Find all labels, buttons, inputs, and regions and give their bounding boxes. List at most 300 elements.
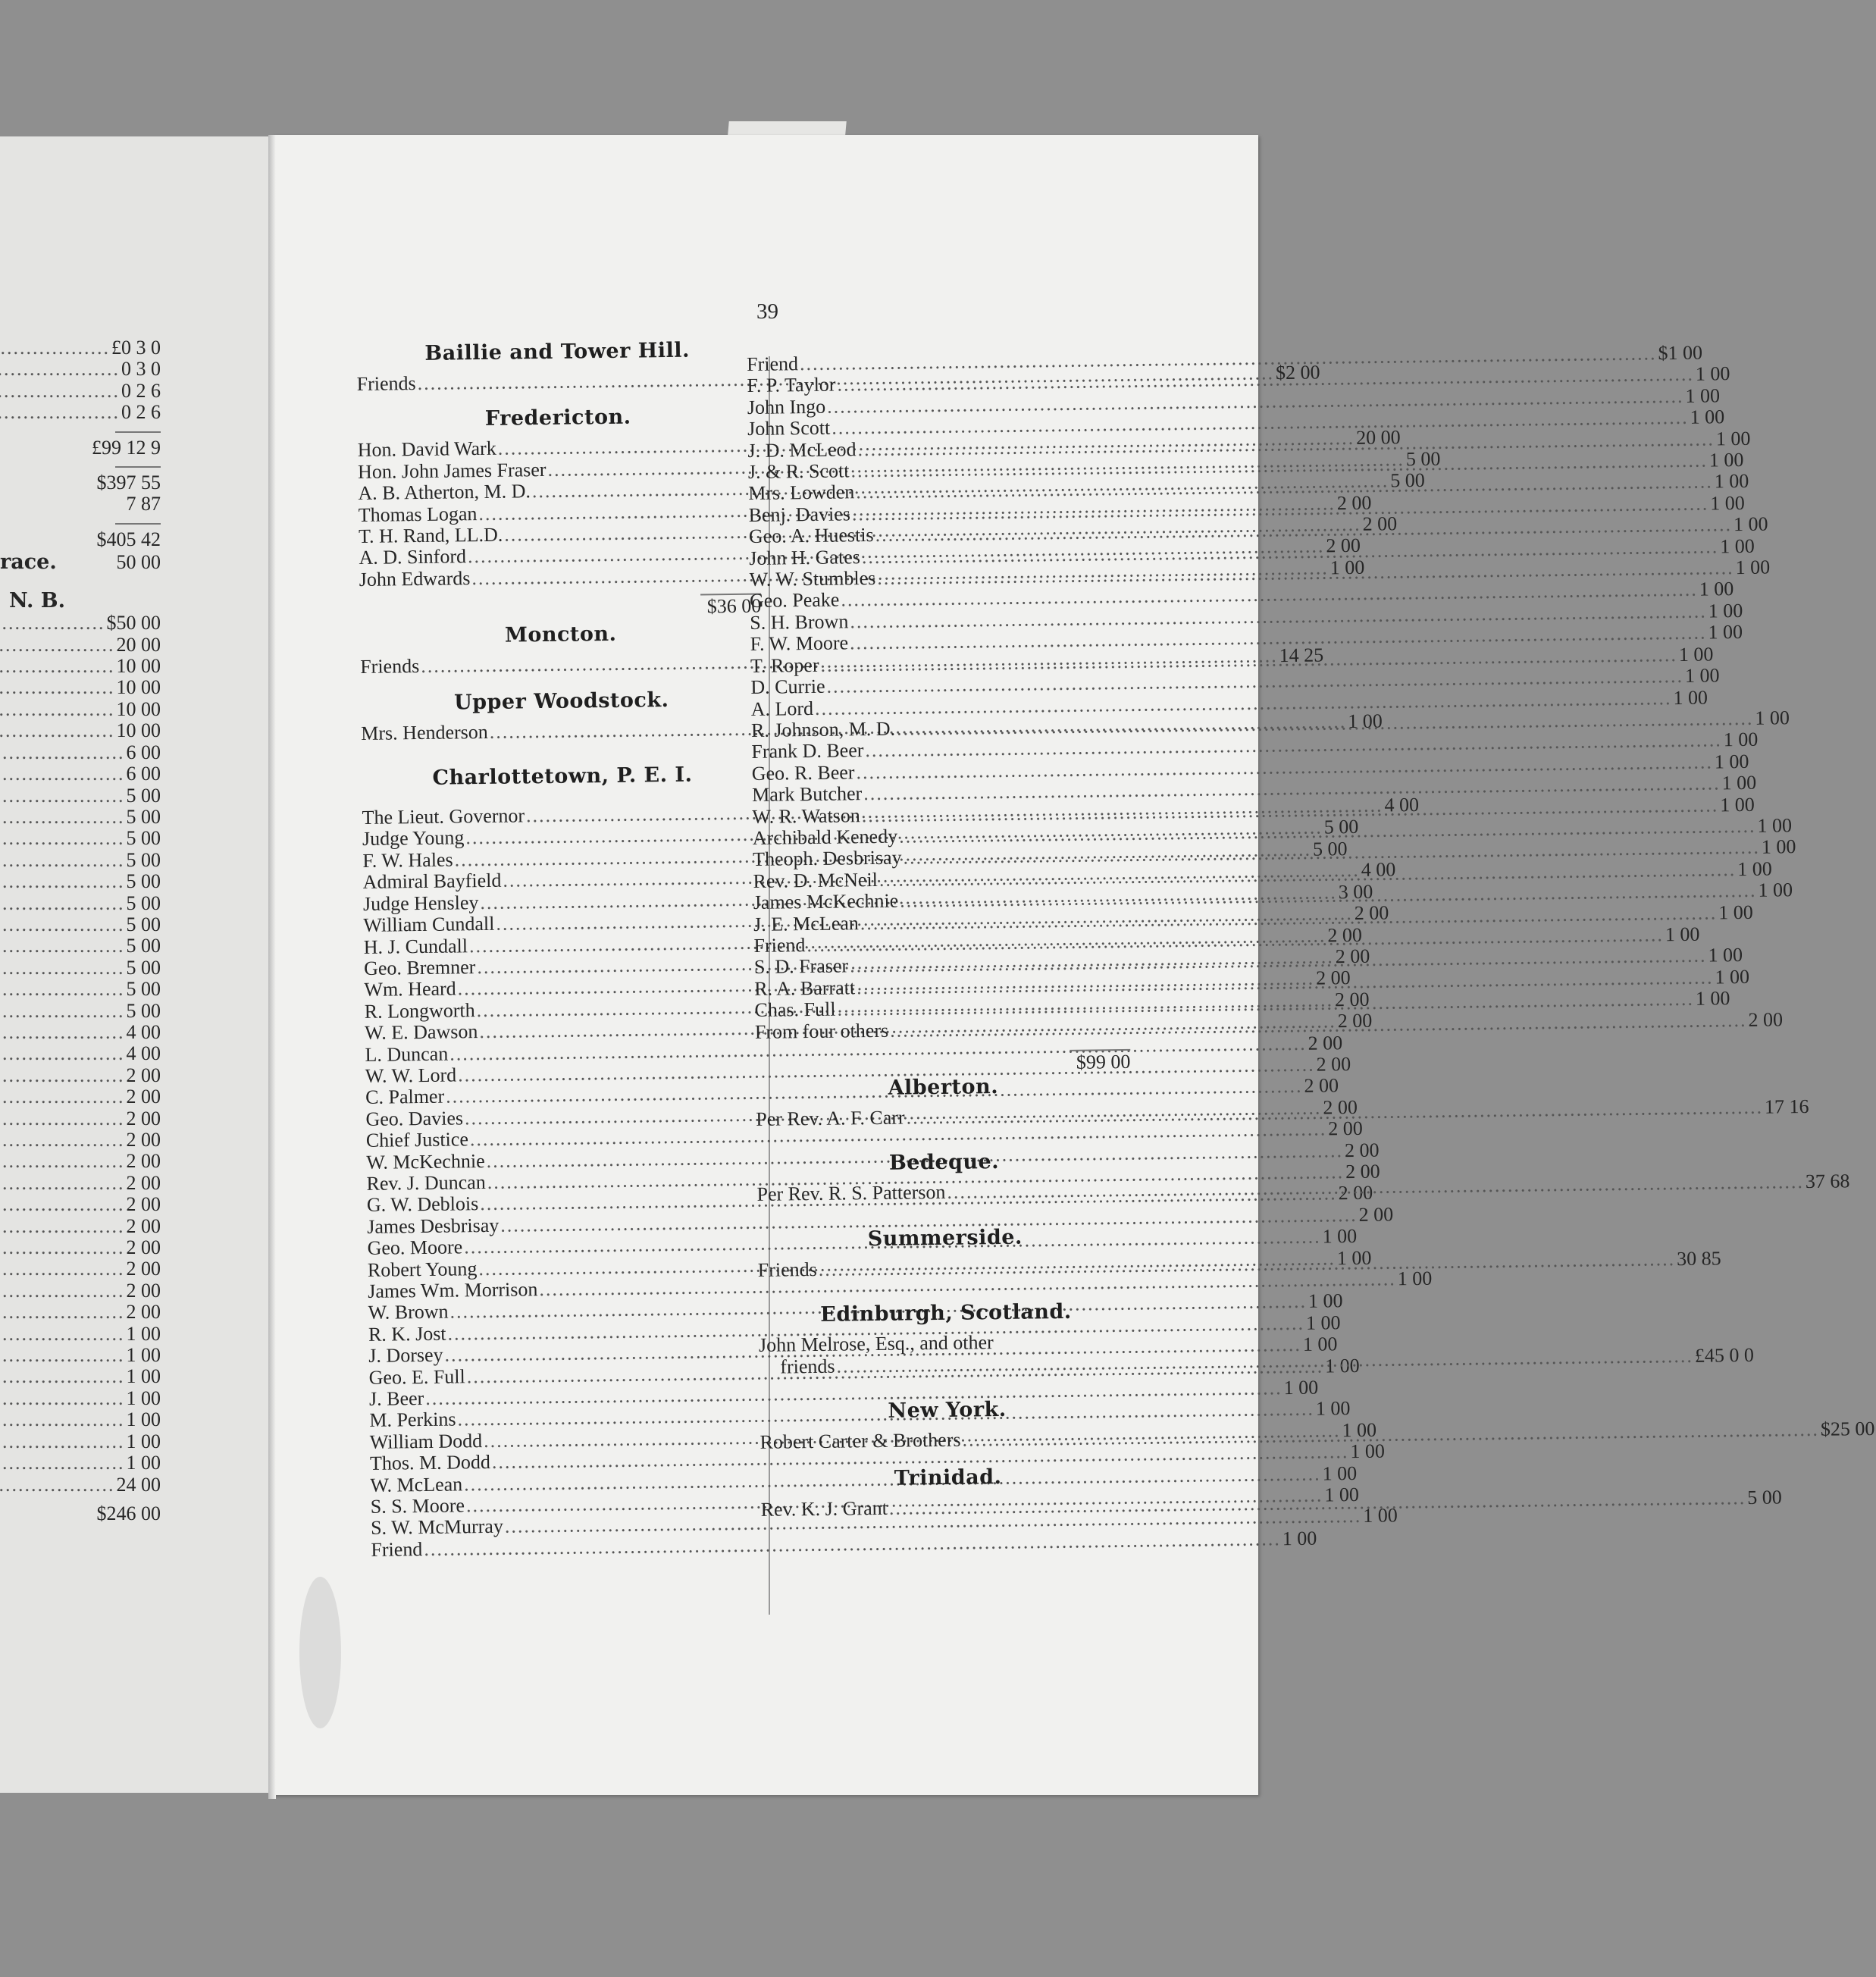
donation-amount: 30 85 <box>1676 1247 1721 1270</box>
fragment-nb-row <box>0 720 161 741</box>
fragment-amount: 5 00 <box>126 870 161 893</box>
fragment-amount: 2 00 <box>126 1193 161 1216</box>
donation-amount: 4 00 <box>1384 793 1420 816</box>
total-rule <box>115 431 161 433</box>
donor-name: A. Lord <box>750 697 814 720</box>
heading-fredericton: Fredericton. <box>484 405 631 431</box>
dot-leader <box>0 1108 125 1129</box>
fragment-nb-row <box>0 1345 161 1366</box>
fragment-nb-row <box>0 957 161 979</box>
donation-amount: 1 00 <box>1723 728 1759 751</box>
donation-amount: $2 00 <box>1275 361 1320 384</box>
donor-name: Friends <box>360 655 420 678</box>
donation-amount: 1 00 <box>1720 534 1755 557</box>
donor-name: Theoph. Desbrisay <box>752 846 902 871</box>
donation-amount: 1 00 <box>1690 406 1725 429</box>
donation-amount: £45 0 0 <box>1694 1343 1755 1367</box>
fragment-nb-row <box>0 677 161 698</box>
fragment-nb-row <box>0 1129 161 1151</box>
donation-amount: 2 00 <box>1334 988 1370 1011</box>
donation-amount: 1 00 <box>1708 599 1743 622</box>
dot-leader <box>0 871 125 892</box>
donation-amount: 2 00 <box>1345 1160 1380 1183</box>
heading-edinburgh: Edinburgh, Scotland. <box>820 1300 1072 1327</box>
fragment-amount: 2 00 <box>126 1107 161 1129</box>
donor-name: Thos. M. Dodd <box>369 1451 491 1475</box>
dot-leader <box>0 1302 125 1323</box>
donor-name: G. W. Deblois <box>366 1192 479 1217</box>
donation-amount: 1 00 <box>1714 750 1749 773</box>
fragment-nb-row <box>0 1409 161 1430</box>
donor-name: A. D. Sinford <box>359 545 467 569</box>
dot-leader <box>0 914 125 935</box>
fragment-heading-grace: race. <box>0 550 57 575</box>
dot-leader <box>962 1419 1819 1451</box>
fragment-amount: 10 00 <box>116 719 161 742</box>
donor-name: Judge Hensley <box>362 891 479 915</box>
book-gutter <box>268 135 276 1799</box>
fragment-amount: £0 3 0 <box>111 337 161 359</box>
heading-moncton: Moncton. <box>504 622 617 647</box>
fragment-amount: 5 00 <box>126 848 161 871</box>
donation-amount: 1 00 <box>1305 1311 1341 1334</box>
donation-amount: 2 00 <box>1323 1095 1358 1119</box>
fragment-nb-row <box>0 1151 161 1172</box>
dot-leader <box>0 381 120 402</box>
donation-amount: 1 00 <box>1708 944 1743 967</box>
dot-leader <box>0 720 115 741</box>
fragment-amount: $50 00 <box>106 612 161 634</box>
donation-amount: 2 00 <box>1327 923 1363 946</box>
fragment-nb-row <box>0 893 161 914</box>
donor-name: Judge Young <box>362 826 465 851</box>
donation-amount: 1 00 <box>1350 1440 1386 1463</box>
donor-name: Geo. E. Full <box>368 1364 465 1389</box>
donor-name: R. K. Jost <box>368 1322 446 1346</box>
donation-amount: 2 00 <box>1354 901 1389 925</box>
donor-name: Admiral Bayfield <box>362 869 502 894</box>
donor-name: Friend <box>753 934 806 957</box>
donor-name: W. Brown <box>368 1301 449 1324</box>
donation-amount: 1 00 <box>1695 362 1730 386</box>
donor-name: Frank D. Beer <box>751 739 864 763</box>
donation-amount: 2 00 <box>1304 1074 1339 1098</box>
donation-amount: 17 16 <box>1764 1095 1809 1118</box>
fragment-amount: 5 00 <box>126 999 161 1022</box>
donor-name: T. H. Rand, LL.D. <box>358 523 503 548</box>
dot-leader <box>0 402 120 423</box>
donation-amount: 1 00 <box>1322 1225 1358 1248</box>
fragment-amount: 10 00 <box>116 697 161 720</box>
fragment-nb-row <box>0 1474 161 1496</box>
donation-amount: 5 00 <box>1323 816 1359 838</box>
donor-name: John H. Gates <box>749 545 861 569</box>
heading-charlottetown: Charlottetown, P. E. I. <box>432 763 693 790</box>
fragment-nb-row <box>0 935 161 957</box>
donor-name: James Wm. Morrison <box>368 1278 538 1302</box>
donation-amount: 1 00 <box>1685 384 1721 407</box>
donor-name: Robert Young <box>367 1257 478 1281</box>
fragment-amount: 0 2 6 <box>121 379 161 402</box>
heading-upper-woodstock: Upper Woodstock. <box>453 688 669 715</box>
dot-leader <box>0 1237 125 1258</box>
fredericton-total: $36 00 <box>706 594 762 618</box>
donation-amount: 2 00 <box>1338 1182 1373 1205</box>
donation-amount: 4 00 <box>1361 858 1396 882</box>
fragment-dollar-sum: $397 55 <box>96 472 161 494</box>
donor-name: M. Perkins <box>369 1408 456 1432</box>
fragment-nb-row <box>0 1001 161 1022</box>
dot-leader <box>0 807 125 828</box>
donor-name: Hon. David Wark <box>357 437 496 462</box>
left-page-fragment <box>0 337 161 1524</box>
dot-leader <box>0 1409 125 1430</box>
donation-amount: $1 00 <box>1658 341 1703 365</box>
fragment-amount: 2 00 <box>126 1150 161 1173</box>
fragment-amount: 10 00 <box>116 655 161 678</box>
donation-amount: 1 00 <box>1336 1246 1372 1269</box>
donor-name: friends <box>780 1355 835 1378</box>
dot-leader <box>0 1043 125 1064</box>
donor-name: F. P. Taylor <box>747 373 836 397</box>
total-rule <box>115 523 161 525</box>
donor-name: W. E. Dawson <box>364 1020 478 1045</box>
donor-name: Chas. Full <box>754 998 836 1022</box>
fragment-nb-row <box>0 1043 161 1064</box>
donation-amount: 1 00 <box>1735 556 1771 579</box>
fragment-nb-row <box>0 828 161 849</box>
donation-amount: 1 00 <box>1755 707 1790 729</box>
dot-leader <box>0 850 125 871</box>
fragment-amount: 2 00 <box>126 1129 161 1151</box>
fragment-amount: 1 00 <box>126 1386 161 1409</box>
fragment-amount: 4 00 <box>126 1042 161 1065</box>
donor-name: James McKechnie <box>753 889 899 914</box>
fragment-amount: 2 00 <box>126 1258 161 1280</box>
dot-leader <box>0 1216 125 1237</box>
donation-amount: 2 00 <box>1335 945 1370 968</box>
fragment-nb-row <box>0 1388 161 1409</box>
donor-name: F. W. Moore <box>750 631 849 656</box>
donation-amount: 2 00 <box>1358 1203 1394 1226</box>
donor-name: Mark Butcher <box>751 782 863 807</box>
fragment-amount: 2 00 <box>126 1236 161 1259</box>
donor-name: J. & R. Scott <box>747 459 850 484</box>
donor-name: Friends <box>356 372 416 395</box>
fragment-nb-row <box>0 656 161 677</box>
donor-name: R. Longworth <box>364 998 475 1023</box>
dot-leader <box>0 1194 125 1215</box>
dot-leader <box>0 979 125 1000</box>
fragment-amount-row <box>0 337 161 359</box>
dot-leader <box>0 935 125 957</box>
fragment-amount-row <box>0 402 161 423</box>
donation-amount: 1 00 <box>1684 664 1720 687</box>
fragment-amount: 20 00 <box>116 633 161 656</box>
donor-name: Geo. R. Beer <box>751 761 855 785</box>
dot-leader <box>0 1388 125 1409</box>
donation-amount: 1 00 <box>1699 578 1734 601</box>
donor-name: Friend <box>746 352 799 375</box>
dot-leader <box>0 1151 125 1172</box>
fragment-amount: 10 00 <box>116 676 161 699</box>
dot-leader <box>0 613 105 634</box>
donation-amount: 2 00 <box>1337 1009 1373 1032</box>
donation-amount: 1 00 <box>1757 814 1793 837</box>
page-smudge <box>299 1577 341 1728</box>
donation-amount: 1 00 <box>1710 491 1745 515</box>
fragment-top-amounts <box>0 337 161 424</box>
dot-leader <box>0 828 125 849</box>
fragment-nb-row <box>0 1324 161 1345</box>
fragment-pound-subtotal: £99 12 9 <box>92 436 161 459</box>
dot-leader <box>0 1022 125 1043</box>
donation-amount: 1 00 <box>1737 857 1772 880</box>
donation-amount: 1 00 <box>1758 879 1793 901</box>
fragment-nb-row <box>0 1086 161 1108</box>
dot-leader <box>0 699 115 720</box>
fragment-amount: 4 00 <box>126 1020 161 1043</box>
donor-name: A. B. Atherton, M. D. <box>358 480 531 505</box>
donation-amount: 1 00 <box>1665 923 1700 946</box>
fragment-nb-row <box>0 742 161 763</box>
fragment-amount-row <box>0 359 161 380</box>
dot-leader <box>0 1366 125 1387</box>
donor-name: Geo. Bremner <box>363 956 476 979</box>
dot-leader <box>0 1324 125 1345</box>
dot-leader <box>0 1431 125 1452</box>
donor-name: John Ingo <box>747 395 826 418</box>
donor-name: Rev. K. J. Grant <box>760 1497 888 1521</box>
donation-amount: 1 00 <box>1721 771 1757 794</box>
donation-amount: 1 00 <box>1322 1462 1358 1485</box>
donor-name: Geo. A. Huestis <box>748 524 874 548</box>
donation-amount: 1 00 <box>1308 1289 1343 1313</box>
fragment-amount: 5 00 <box>126 805 161 828</box>
dot-leader <box>0 957 125 979</box>
donor-name: J. E. McLean <box>753 911 859 935</box>
donor-name: C. Palmer <box>365 1086 445 1109</box>
edinburgh-line-1: John Melrose, Esq., and other <box>758 1331 994 1357</box>
donation-amount: 1 00 <box>1695 987 1730 1010</box>
dot-leader <box>0 656 115 677</box>
fragment-amount: 5 00 <box>126 913 161 935</box>
donation-amount: 1 00 <box>1363 1504 1398 1527</box>
heading-summerside: Summerside. <box>867 1225 1023 1251</box>
fragment-amount: 2 00 <box>126 1279 161 1302</box>
dot-leader <box>0 1086 125 1108</box>
donation-amount: 1 00 <box>1708 448 1744 472</box>
fragment-amount: 1 00 <box>126 1365 161 1388</box>
fragment-nb-row <box>0 1173 161 1194</box>
donation-amount: 1 00 <box>1329 556 1365 579</box>
donor-name: W. W. Lord <box>365 1064 457 1087</box>
dot-leader <box>0 893 125 914</box>
donor-name: Rev. D. McNeil <box>753 868 878 892</box>
fragment-nb-list <box>0 613 161 1496</box>
donation-amount: 2 00 <box>1344 1139 1380 1161</box>
fragment-nb-row <box>0 1194 161 1215</box>
charlottetown-total: $99 00 <box>1076 1050 1131 1073</box>
fragment-nb-row <box>0 1452 161 1474</box>
donor-name: Mrs. Lowden <box>748 481 855 505</box>
donor-name: W. R. Watson <box>752 804 860 828</box>
fragment-amount: 0 2 6 <box>121 401 161 424</box>
donor-name: From four others <box>754 1019 889 1043</box>
donor-name: F. W. Hales <box>362 848 453 872</box>
dot-leader <box>0 1452 125 1474</box>
donor-name: Per Rev. A. F. Carr <box>756 1106 905 1130</box>
donation-amount: 1 00 <box>1342 1418 1377 1442</box>
fragment-amount: 2 00 <box>126 1301 161 1324</box>
fragment-nb-row <box>0 914 161 935</box>
donor-name: The Lieut. Governor <box>362 804 525 829</box>
donor-name: Mrs. Henderson <box>361 720 488 744</box>
fragment-nb-row <box>0 1366 161 1387</box>
fragment-nb-row <box>0 850 161 871</box>
donation-amount: 5 00 <box>1747 1486 1783 1509</box>
page-number: 39 <box>756 299 778 324</box>
donation-amount: 2 00 <box>1315 967 1351 989</box>
dot-leader <box>0 763 125 785</box>
donor-name: W. W. Stumbles <box>749 567 876 591</box>
donor-name: J. Dorsey <box>368 1343 443 1368</box>
donor-name: S. S. Moore <box>370 1494 465 1518</box>
fragment-amount: 6 00 <box>126 763 161 785</box>
donor-name: Robert Carter & Brothers <box>759 1428 961 1453</box>
donation-amount: 1 00 <box>1302 1333 1338 1356</box>
donor-name: John Scott <box>747 416 831 440</box>
donor-name: Archibald Kenedy <box>752 825 898 849</box>
fragment-nb-row <box>0 871 161 892</box>
donor-name: W. McLean <box>370 1473 463 1496</box>
heading-new-york: New York. <box>888 1397 1007 1423</box>
fragment-nb-row <box>0 1108 161 1129</box>
fragment-amount: 5 00 <box>126 784 161 807</box>
fragment-amount: 5 00 <box>126 935 161 957</box>
donor-name: James Desbrisay <box>367 1214 500 1238</box>
fragment-nb-row <box>0 613 161 634</box>
donor-name: Chief Justice <box>365 1128 469 1152</box>
donor-name: Rev. J. Duncan <box>366 1170 486 1195</box>
fragment-nb-row <box>0 1237 161 1258</box>
donor-name: Hon. John James Fraser <box>357 458 547 483</box>
donation-amount: 1 00 <box>1673 686 1708 709</box>
donor-name: R. A. Barratt <box>754 976 856 1000</box>
fragment-heading-nb: N. B. <box>9 589 65 613</box>
donation-amount: 1 00 <box>1397 1267 1433 1290</box>
dot-leader <box>0 634 115 656</box>
fragment-nb-row <box>0 1258 161 1280</box>
fragment-amount: 1 00 <box>126 1452 161 1474</box>
donor-name: W. McKechnie <box>366 1149 485 1173</box>
fragment-dollar-total: $405 42 <box>96 528 161 550</box>
donation-amount: 1 00 <box>1678 643 1714 666</box>
donation-amount: 1 00 <box>1715 965 1750 988</box>
fragment-dollar-add: 7 87 <box>126 493 161 515</box>
donation-amount: 2 00 <box>1308 1031 1343 1054</box>
donation-amount: 1 00 <box>1282 1527 1317 1550</box>
dot-leader <box>0 1001 125 1022</box>
donation-amount: 14 25 <box>1279 644 1324 667</box>
fragment-nb-row <box>0 699 161 720</box>
fragment-amount: 2 00 <box>126 1064 161 1086</box>
fragment-amount: 2 00 <box>126 1086 161 1108</box>
fragment-amount: 5 00 <box>126 956 161 979</box>
donation-amount: 1 00 <box>1348 710 1383 732</box>
donor-name: S. W. McMurray <box>370 1515 504 1540</box>
donation-amount: 2 00 <box>1748 1007 1784 1031</box>
fragment-nb-row <box>0 1302 161 1323</box>
dot-leader <box>0 1129 125 1151</box>
donation-amount: 2 00 <box>1326 534 1361 557</box>
fragment-nb-row <box>0 634 161 656</box>
fragment-amount-row <box>0 381 161 402</box>
donation-amount: 5 00 <box>1312 837 1348 860</box>
fragment-amount: 5 00 <box>126 978 161 1001</box>
donor-name: J. Beer <box>368 1387 424 1410</box>
donation-amount: 1 00 <box>1718 901 1753 923</box>
fragment-amount: 2 00 <box>126 1214 161 1237</box>
fragment-amount: 1 00 <box>126 1322 161 1345</box>
donor-name: John Edwards <box>359 567 471 591</box>
donor-name: Wm. Heard <box>364 977 456 1001</box>
donation-amount: 1 00 <box>1761 835 1796 859</box>
donation-amount: 2 00 <box>1328 1117 1363 1140</box>
donor-name: William Cundall <box>363 912 495 937</box>
fragment-amount: 2 00 <box>126 1171 161 1194</box>
dot-leader <box>0 742 125 763</box>
donation-amount: 1 00 <box>1315 1397 1351 1421</box>
donation-amount: 37 68 <box>1805 1170 1850 1193</box>
donor-name: Friend <box>371 1537 423 1561</box>
fragment-amount: 1 00 <box>126 1430 161 1452</box>
fragment-grace-amount: 50 00 <box>116 551 161 574</box>
dot-leader <box>0 1474 115 1496</box>
dot-leader <box>0 785 125 807</box>
fragment-nb-row <box>0 1216 161 1237</box>
donor-name: William Dodd <box>369 1429 483 1453</box>
donor-name: T. Roper <box>750 653 819 677</box>
fragment-amount: 1 00 <box>126 1344 161 1367</box>
dot-leader <box>0 337 110 359</box>
heading-baillie: Baillie and Tower Hill. <box>424 338 691 365</box>
dot-leader <box>947 1171 1804 1203</box>
donation-amount: 2 00 <box>1336 491 1372 514</box>
donor-name: Thomas Logan <box>358 502 478 526</box>
donation-amount: 5 00 <box>1390 469 1425 492</box>
fragment-nb-row <box>0 1280 161 1302</box>
donation-amount: 1 00 <box>1715 427 1751 450</box>
fragment-amount: 24 00 <box>116 1473 161 1496</box>
dot-leader <box>0 677 115 698</box>
donor-name: S. D. Fraser <box>753 954 849 979</box>
fragment-nb-row <box>0 785 161 807</box>
dot-leader <box>0 359 120 380</box>
dot-leader <box>0 1280 125 1302</box>
donor-name: Friends <box>757 1258 817 1281</box>
fragment-amount: 1 00 <box>126 1408 161 1431</box>
fragment-amount: 6 00 <box>126 741 161 763</box>
donor-name: Geo. Peake <box>749 588 840 613</box>
donation-amount: 2 00 <box>1316 1052 1351 1076</box>
donor-name: Geo. Moore <box>367 1236 463 1260</box>
dot-leader <box>0 1173 125 1194</box>
fragment-nb-total: $246 00 <box>96 1502 161 1524</box>
donation-amount: 1 00 <box>1324 1484 1360 1506</box>
donor-name: H. J. Cundall <box>363 934 468 958</box>
donation-amount: 5 00 <box>1405 447 1441 470</box>
